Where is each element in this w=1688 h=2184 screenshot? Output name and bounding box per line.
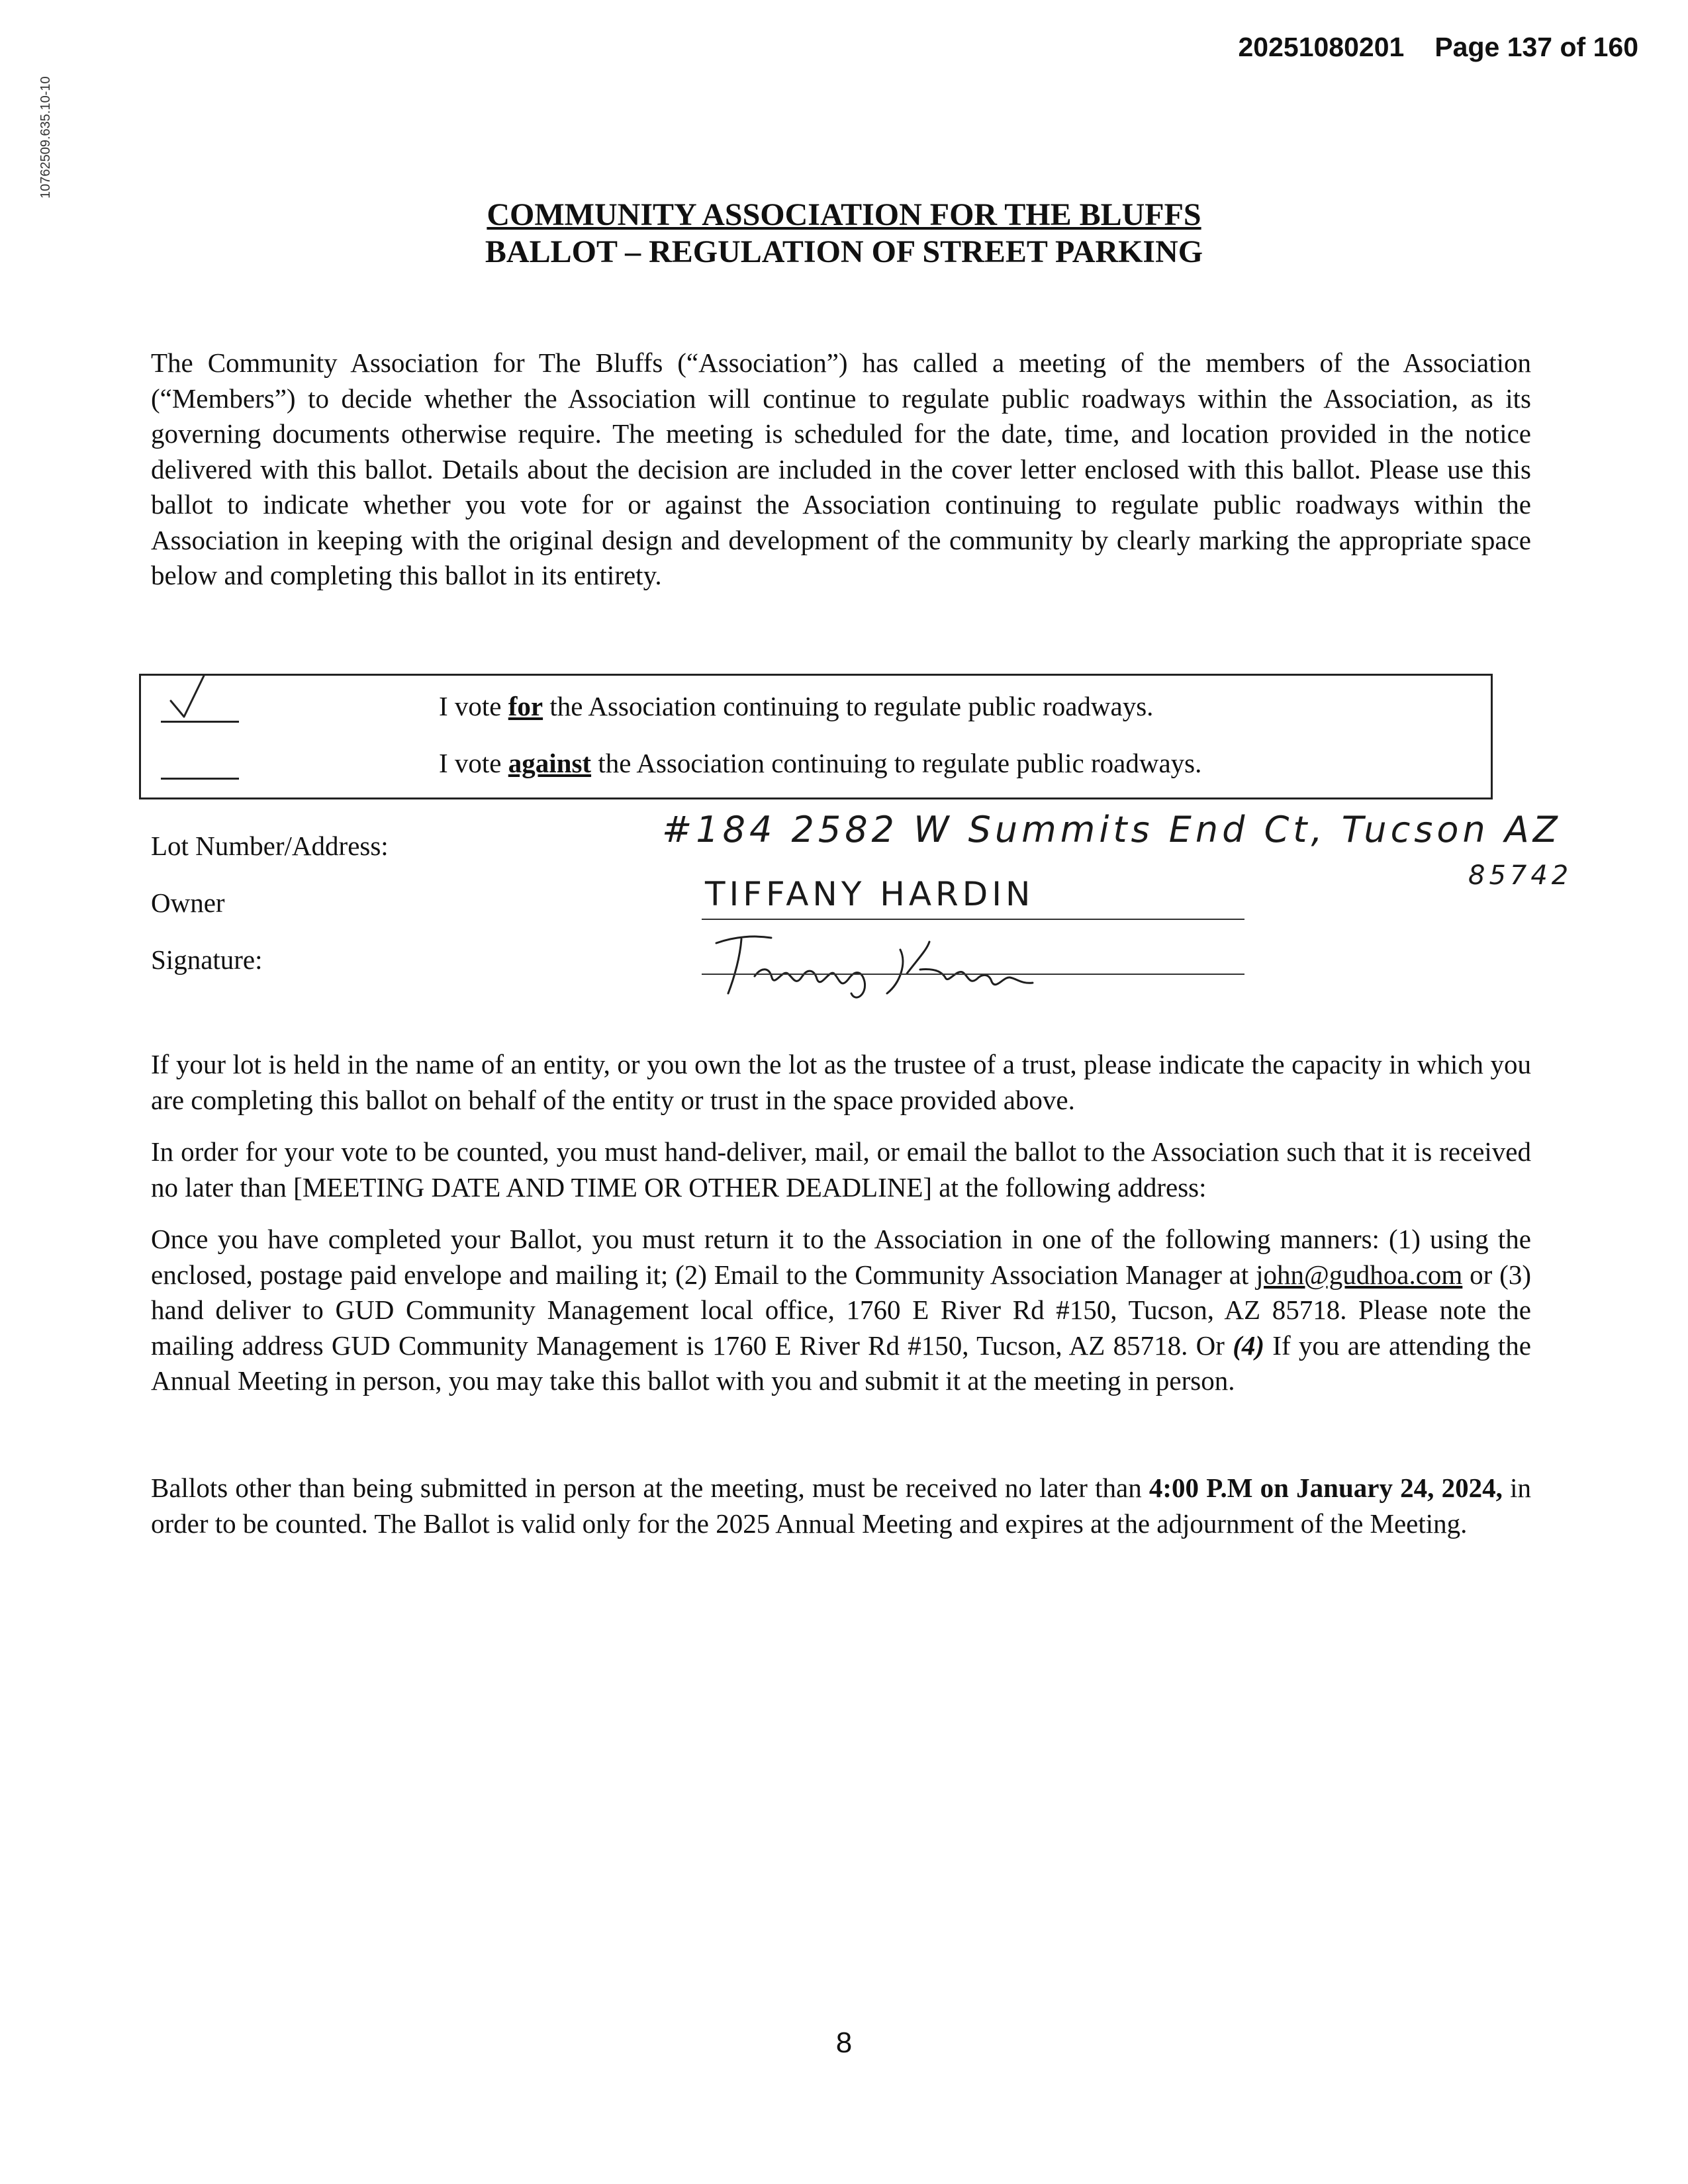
vote-for-row[interactable] <box>141 688 1491 734</box>
vote-against-mark-line[interactable] <box>161 778 239 780</box>
document-side-id: 10762509.635.10-10 <box>38 76 53 199</box>
deadline-note-paragraph: In order for your vote to be counted, you must hand-deliver, mail, or email the ballot to the Association such that it is received no later than [MEETING DATE AND TIME OR OTHER DEADLINE] at the following address: <box>151 1136 1531 1203</box>
vote-for-mark-line[interactable] <box>161 721 239 723</box>
handwritten-signature[interactable] <box>708 930 1079 1009</box>
vote-for-label: I vote for the Association continuing to regulate public roadways. <box>439 691 1154 721</box>
owner-value[interactable]: TIFFANY HARDIN <box>705 875 1035 913</box>
return-methods-paragraph: Once you have completed your Ballot, you must return it to the Association in one of the following manners: (1) using the enclosed, postage paid envelope and mailing it; (2) Email to the Community Association Manager at john@gudhoa.com or (3) hand deliver to GUD Community Management local office, 1760 E River Rd #150, Tucson, AZ 85718. Please note the mailing address GUD Community Management is 1760 E River Rd #150, Tucson, AZ 85718. Or (4) If you are attending the Annual Meeting in person, you may take this ballot with you and submit it at the meeting in person. <box>151 1224 1531 1396</box>
vote-against-row[interactable] <box>141 745 1491 791</box>
page-number: 8 <box>835 2026 853 2059</box>
vote-options-box <box>139 674 1493 799</box>
deadline-date: 4:00 P.M on January 24, 2024, <box>1149 1473 1503 1503</box>
signature-line <box>702 974 1244 975</box>
page-header <box>1238 32 1638 63</box>
lot-address-value[interactable]: #184 2582 W Summits End Ct, Tucson AZ <box>662 809 1562 850</box>
document-number: 20251080201 <box>1238 32 1405 62</box>
ballot-title: BALLOT – REGULATION OF STREET PARKING <box>485 234 1203 269</box>
handwritten-checkmark-icon <box>164 673 224 726</box>
lot-address-label: Lot Number/Address: <box>151 831 389 861</box>
lot-address-zip: 85742 <box>1468 860 1573 891</box>
validity-paragraph: Ballots other than being submitted in person at the meeting, must be received no later than 4:00 P.M on January 24, 2024, in order to be counted. The Ballot is valid only for the 2025 Annual Meeting and expires at the adjournment of the Meeting. <box>151 1473 1531 1539</box>
association-title: COMMUNITY ASSOCIATION FOR THE BLUFFS <box>487 197 1201 232</box>
entity-note-paragraph: If your lot is held in the name of an entity, or you own the lot as the trustee of a trust, please indicate the capacity in which you are completing this ballot on behalf of the entity or trust in the space provided above. <box>151 1049 1531 1115</box>
vote-against-label: I vote against the Association continuing to regulate public roadways. <box>439 748 1202 778</box>
owner-label: Owner <box>151 887 225 918</box>
intro-paragraph: The Community Association for The Bluffs (“Association”) has called a meeting of the members of the Association (“Members”) to decide whether the Association will continue to regulate public roadways within the Association, as its governing documents otherwise require. The meeting is scheduled for the date, time, and location provided in the notice delivered with this ballot. Details about the decision are included in the cover letter enclosed with this ballot. Please use this ballot to indicate whether you vote for or against the Association continuing to regulate public roadways within the Association in keeping with the original design and development of the community by clearly marking the appropriate space below and completing this ballot in its entirety. <box>151 347 1531 590</box>
owner-line <box>702 919 1244 920</box>
signature-label: Signature: <box>151 944 263 975</box>
manager-email-link[interactable]: john@gudhoa.com <box>1256 1259 1463 1290</box>
page-label: Page 137 of 160 <box>1434 32 1638 62</box>
